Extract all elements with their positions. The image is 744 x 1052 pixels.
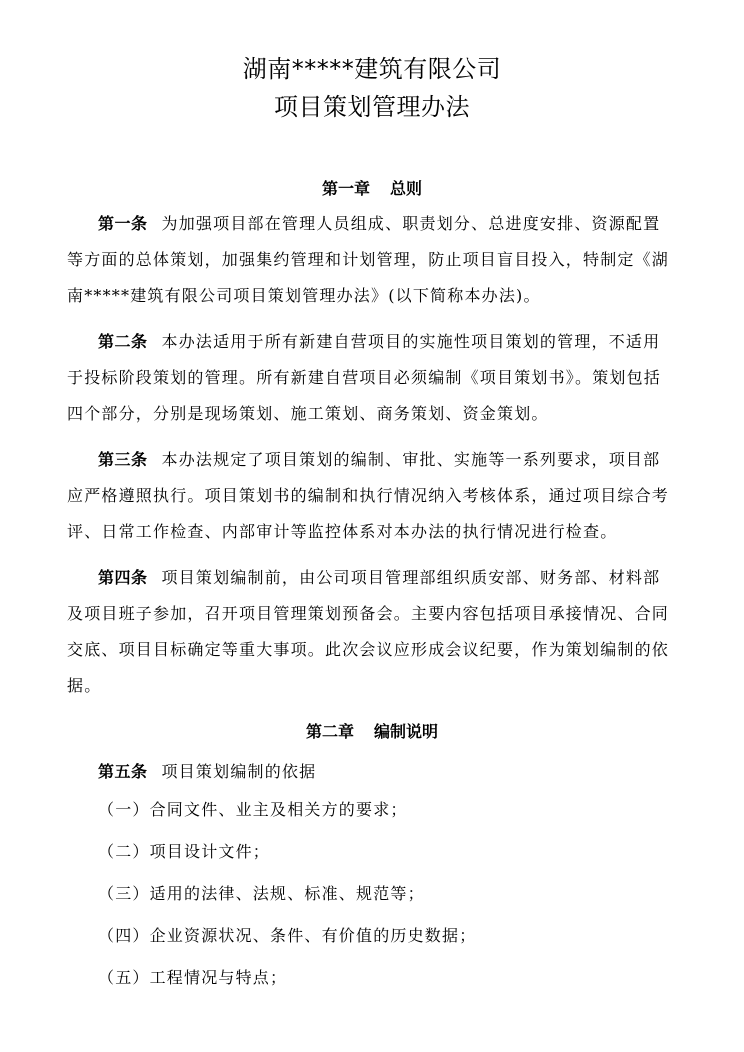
article-1-line-1: 为加强项目部在管理人员组成、职责划分、总进度安排、资源配置 xyxy=(161,214,661,233)
article-4-line-3: 交底、项目目标确定等重大事项。此次会议应形成会议纪要，作为策划编制的依 xyxy=(67,640,670,659)
article-4 xyxy=(67,560,674,704)
basis-item-5: （五）工程情况与特点； xyxy=(98,968,288,987)
basis-item-4: （四）企业资源状况、条件、有价值的历史数据； xyxy=(98,926,477,945)
chapter-2-name: 编制说明 xyxy=(374,722,439,741)
article-3-line-2: 应严格遵照执行。项目策划书的编制和执行情况纳入考核体系，通过项目综合考 xyxy=(67,486,670,505)
article-5 xyxy=(98,754,674,790)
article-1 xyxy=(67,206,674,314)
article-1-line-2: 等方面的总体策划，加强集约管理和计划管理，防止项目盲目投入，特制定《湖 xyxy=(67,250,670,269)
article-3-line-1: 本办法规定了项目策划的编制、审批、实施等一系列要求，项目部 xyxy=(161,450,661,469)
basis-item-1: （一）合同文件、业主及相关方的要求； xyxy=(98,800,408,819)
chapter-1-label: 第一章 xyxy=(321,179,370,198)
article-5-label: 第五条 xyxy=(98,762,148,781)
basis-item-3: （三）适用的法律、法规、标准、规范等； xyxy=(98,884,425,903)
article-5-text: 项目策划编制的依据 xyxy=(161,762,317,781)
article-2-label: 第二条 xyxy=(98,332,148,351)
chapter-2-heading xyxy=(0,722,744,742)
article-2-line-1: 本办法适用于所有新建自营项目的实施性项目策划的管理，不适用 xyxy=(161,332,661,351)
article-3 xyxy=(67,442,674,550)
chapter-2-label: 第二章 xyxy=(305,722,354,741)
article-4-line-1: 项目策划编制前，由公司项目管理部组织质安部、财务部、材料部 xyxy=(161,568,661,587)
article-2-line-2: 于投标阶段策划的管理。所有新建自营项目必须编制《项目策划书》。策划包括 xyxy=(67,368,662,387)
chapter-1-heading xyxy=(0,179,744,199)
basis-item-2: （二）项目设计文件； xyxy=(98,842,271,861)
article-4-line-2: 及项目班子参加，召开项目管理策划预备会。主要内容包括项目承接情况、合同 xyxy=(67,604,670,623)
article-2 xyxy=(67,324,674,432)
article-4-label: 第四条 xyxy=(98,568,148,587)
chapter-1-name: 总则 xyxy=(390,179,423,198)
company-title: 湖南*****建筑有限公司 xyxy=(242,55,502,83)
article-3-label: 第三条 xyxy=(98,450,148,469)
article-1-label: 第一条 xyxy=(98,214,148,233)
document-title: 项目策划管理办法 xyxy=(274,93,470,121)
article-4-line-4: 据。 xyxy=(67,676,102,695)
article-2-line-3: 四个部分，分别是现场策划、施工策划、商务策划、资金策划。 xyxy=(67,404,549,423)
article-1-line-3: 南*****建筑有限公司项目策划管理办法》(以下简称本办法)。 xyxy=(67,286,541,305)
article-3-line-3: 评、日常工作检查、内部审计等监控体系对本办法的执行情况进行检查。 xyxy=(67,522,618,541)
